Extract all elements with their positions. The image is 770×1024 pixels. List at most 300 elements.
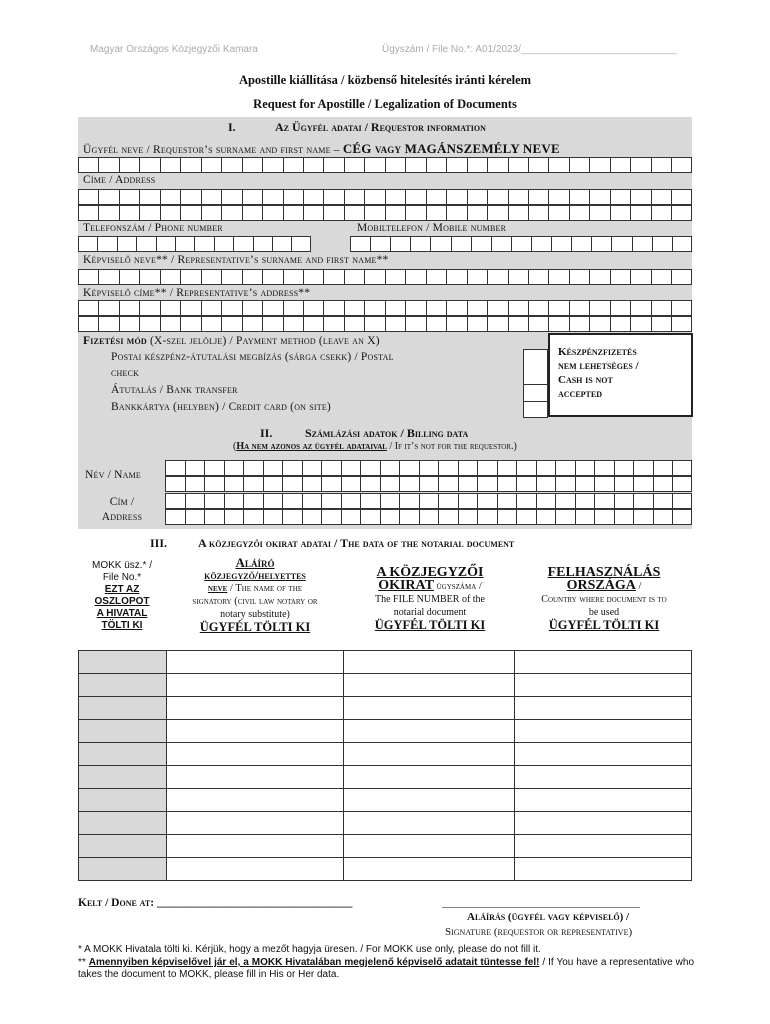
char-box[interactable] bbox=[528, 205, 548, 221]
char-box[interactable] bbox=[446, 157, 466, 173]
char-box[interactable] bbox=[419, 493, 439, 509]
char-box[interactable] bbox=[283, 189, 303, 205]
char-box[interactable] bbox=[426, 157, 446, 173]
char-box[interactable] bbox=[548, 269, 568, 285]
table-cell[interactable] bbox=[515, 858, 692, 881]
char-box[interactable] bbox=[589, 189, 609, 205]
char-box[interactable] bbox=[282, 509, 302, 525]
char-box[interactable] bbox=[303, 157, 323, 173]
char-box[interactable] bbox=[630, 157, 650, 173]
pay-checkbox-transfer[interactable] bbox=[523, 384, 548, 402]
char-box[interactable] bbox=[160, 316, 180, 332]
char-box[interactable] bbox=[262, 205, 282, 221]
char-box[interactable] bbox=[614, 460, 634, 476]
char-box[interactable] bbox=[201, 269, 221, 285]
char-box[interactable] bbox=[242, 189, 262, 205]
pay-checkbox-postal[interactable] bbox=[523, 349, 548, 385]
char-box[interactable] bbox=[119, 157, 139, 173]
mobile-grid[interactable] bbox=[350, 236, 692, 252]
char-box[interactable] bbox=[364, 157, 384, 173]
table-cell[interactable] bbox=[343, 789, 515, 812]
char-box[interactable] bbox=[438, 460, 458, 476]
char-box[interactable] bbox=[671, 157, 691, 173]
table-cell[interactable] bbox=[167, 674, 344, 697]
pay-checkbox-card[interactable] bbox=[523, 401, 548, 418]
char-box[interactable] bbox=[165, 460, 185, 476]
char-box[interactable] bbox=[630, 189, 650, 205]
char-box[interactable] bbox=[180, 205, 200, 221]
char-box[interactable] bbox=[672, 460, 692, 476]
char-box[interactable] bbox=[78, 300, 98, 316]
char-box[interactable] bbox=[380, 460, 400, 476]
table-cell[interactable] bbox=[515, 697, 692, 720]
char-box[interactable] bbox=[569, 189, 589, 205]
char-box[interactable] bbox=[458, 460, 478, 476]
char-box[interactable] bbox=[508, 316, 528, 332]
char-box[interactable] bbox=[204, 460, 224, 476]
rep-address-grid-row-2[interactable] bbox=[78, 316, 692, 332]
char-box[interactable] bbox=[185, 493, 205, 509]
char-box[interactable] bbox=[419, 460, 439, 476]
char-box[interactable] bbox=[446, 300, 466, 316]
char-box[interactable] bbox=[671, 189, 691, 205]
char-box[interactable] bbox=[569, 316, 589, 332]
char-box[interactable] bbox=[221, 205, 241, 221]
char-box[interactable] bbox=[221, 300, 241, 316]
char-box[interactable] bbox=[671, 316, 691, 332]
char-box[interactable] bbox=[78, 316, 98, 332]
table-cell[interactable] bbox=[343, 858, 515, 881]
char-box[interactable] bbox=[185, 509, 205, 525]
char-box[interactable] bbox=[594, 509, 614, 525]
char-box[interactable] bbox=[180, 157, 200, 173]
char-box[interactable] bbox=[242, 269, 262, 285]
char-box[interactable] bbox=[263, 476, 283, 492]
billing-address-grid-row-1[interactable] bbox=[165, 493, 692, 509]
char-box[interactable] bbox=[201, 316, 221, 332]
char-box[interactable] bbox=[243, 509, 263, 525]
char-box[interactable] bbox=[204, 476, 224, 492]
char-box[interactable] bbox=[477, 476, 497, 492]
char-box[interactable] bbox=[360, 509, 380, 525]
char-box[interactable] bbox=[242, 157, 262, 173]
char-box[interactable] bbox=[341, 460, 361, 476]
char-box[interactable] bbox=[551, 236, 571, 252]
char-box[interactable] bbox=[528, 316, 548, 332]
char-box[interactable] bbox=[458, 493, 478, 509]
char-box[interactable] bbox=[160, 157, 180, 173]
table-cell[interactable] bbox=[515, 651, 692, 674]
char-box[interactable] bbox=[303, 189, 323, 205]
table-cell[interactable] bbox=[167, 858, 344, 881]
char-box[interactable] bbox=[497, 476, 517, 492]
table-cell[interactable] bbox=[167, 835, 344, 858]
char-box[interactable] bbox=[160, 269, 180, 285]
char-box[interactable] bbox=[224, 460, 244, 476]
address-grid-row-1[interactable] bbox=[78, 189, 692, 205]
char-box[interactable] bbox=[98, 300, 118, 316]
char-box[interactable] bbox=[98, 157, 118, 173]
char-box[interactable] bbox=[672, 509, 692, 525]
char-box[interactable] bbox=[487, 269, 507, 285]
char-box[interactable] bbox=[282, 493, 302, 509]
char-box[interactable] bbox=[467, 205, 487, 221]
char-box[interactable] bbox=[360, 460, 380, 476]
char-box[interactable] bbox=[508, 269, 528, 285]
char-box[interactable] bbox=[487, 189, 507, 205]
table-cell[interactable] bbox=[343, 766, 515, 789]
char-box[interactable] bbox=[283, 300, 303, 316]
char-box[interactable] bbox=[221, 316, 241, 332]
char-box[interactable] bbox=[262, 300, 282, 316]
char-box[interactable] bbox=[633, 476, 653, 492]
table-cell[interactable] bbox=[343, 812, 515, 835]
char-box[interactable] bbox=[610, 157, 630, 173]
char-box[interactable] bbox=[283, 205, 303, 221]
char-box[interactable] bbox=[185, 476, 205, 492]
char-box[interactable] bbox=[548, 157, 568, 173]
char-box[interactable] bbox=[364, 316, 384, 332]
char-box[interactable] bbox=[594, 460, 614, 476]
table-cell[interactable] bbox=[167, 743, 344, 766]
char-box[interactable] bbox=[651, 189, 671, 205]
char-box[interactable] bbox=[569, 157, 589, 173]
char-box[interactable] bbox=[651, 300, 671, 316]
char-box[interactable] bbox=[98, 205, 118, 221]
char-box[interactable] bbox=[321, 476, 341, 492]
char-box[interactable] bbox=[528, 157, 548, 173]
char-box[interactable] bbox=[119, 316, 139, 332]
char-box[interactable] bbox=[555, 476, 575, 492]
char-box[interactable] bbox=[136, 236, 155, 252]
char-box[interactable] bbox=[323, 157, 343, 173]
char-box[interactable] bbox=[139, 189, 159, 205]
char-box[interactable] bbox=[194, 236, 213, 252]
char-box[interactable] bbox=[344, 300, 364, 316]
char-box[interactable] bbox=[321, 493, 341, 509]
char-box[interactable] bbox=[471, 236, 491, 252]
char-box[interactable] bbox=[653, 493, 673, 509]
char-box[interactable] bbox=[569, 269, 589, 285]
table-cell[interactable] bbox=[167, 812, 344, 835]
char-box[interactable] bbox=[671, 205, 691, 221]
char-box[interactable] bbox=[516, 460, 536, 476]
char-box[interactable] bbox=[536, 509, 556, 525]
char-box[interactable] bbox=[160, 189, 180, 205]
char-box[interactable] bbox=[119, 300, 139, 316]
char-box[interactable] bbox=[497, 493, 517, 509]
char-box[interactable] bbox=[185, 460, 205, 476]
char-box[interactable] bbox=[516, 476, 536, 492]
char-box[interactable] bbox=[243, 476, 263, 492]
char-box[interactable] bbox=[548, 205, 568, 221]
char-box[interactable] bbox=[370, 236, 390, 252]
char-box[interactable] bbox=[263, 509, 283, 525]
char-box[interactable] bbox=[536, 493, 556, 509]
char-box[interactable] bbox=[360, 493, 380, 509]
char-box[interactable] bbox=[430, 236, 450, 252]
done-at[interactable]: Kelt / Done at: __________________________________ bbox=[78, 897, 353, 909]
char-box[interactable] bbox=[385, 189, 405, 205]
char-box[interactable] bbox=[323, 205, 343, 221]
char-box[interactable] bbox=[302, 476, 322, 492]
char-box[interactable] bbox=[652, 236, 672, 252]
char-box[interactable] bbox=[117, 236, 136, 252]
char-box[interactable] bbox=[385, 157, 405, 173]
char-box[interactable] bbox=[165, 476, 185, 492]
char-box[interactable] bbox=[399, 509, 419, 525]
char-box[interactable] bbox=[548, 316, 568, 332]
char-box[interactable] bbox=[323, 189, 343, 205]
table-cell[interactable] bbox=[167, 720, 344, 743]
char-box[interactable] bbox=[165, 509, 185, 525]
char-box[interactable] bbox=[651, 316, 671, 332]
char-box[interactable] bbox=[323, 300, 343, 316]
char-box[interactable] bbox=[487, 300, 507, 316]
char-box[interactable] bbox=[303, 269, 323, 285]
char-box[interactable] bbox=[180, 269, 200, 285]
char-box[interactable] bbox=[139, 205, 159, 221]
char-box[interactable] bbox=[610, 205, 630, 221]
char-box[interactable] bbox=[438, 476, 458, 492]
char-box[interactable] bbox=[221, 189, 241, 205]
char-box[interactable] bbox=[511, 236, 531, 252]
char-box[interactable] bbox=[139, 300, 159, 316]
char-box[interactable] bbox=[253, 236, 272, 252]
table-cell[interactable] bbox=[515, 674, 692, 697]
char-box[interactable] bbox=[575, 509, 595, 525]
char-box[interactable] bbox=[405, 205, 425, 221]
char-box[interactable] bbox=[575, 493, 595, 509]
table-cell[interactable] bbox=[343, 743, 515, 766]
billing-address-grid-row-2[interactable] bbox=[165, 509, 692, 525]
table-cell[interactable] bbox=[515, 743, 692, 766]
char-box[interactable] bbox=[508, 300, 528, 316]
char-box[interactable] bbox=[516, 493, 536, 509]
char-box[interactable] bbox=[201, 205, 221, 221]
char-box[interactable] bbox=[405, 300, 425, 316]
char-box[interactable] bbox=[630, 300, 650, 316]
char-box[interactable] bbox=[98, 269, 118, 285]
char-box[interactable] bbox=[119, 205, 139, 221]
char-box[interactable] bbox=[569, 300, 589, 316]
char-box[interactable] bbox=[508, 189, 528, 205]
char-box[interactable] bbox=[119, 269, 139, 285]
char-box[interactable] bbox=[242, 300, 262, 316]
char-box[interactable] bbox=[385, 300, 405, 316]
char-box[interactable] bbox=[119, 189, 139, 205]
char-box[interactable] bbox=[410, 236, 430, 252]
char-box[interactable] bbox=[78, 157, 98, 173]
char-box[interactable] bbox=[569, 205, 589, 221]
char-box[interactable] bbox=[344, 157, 364, 173]
char-box[interactable] bbox=[632, 236, 652, 252]
char-box[interactable] bbox=[344, 189, 364, 205]
char-box[interactable] bbox=[594, 476, 614, 492]
table-cell[interactable] bbox=[167, 651, 344, 674]
char-box[interactable] bbox=[380, 493, 400, 509]
char-box[interactable] bbox=[321, 509, 341, 525]
char-box[interactable] bbox=[589, 316, 609, 332]
char-box[interactable] bbox=[528, 300, 548, 316]
char-box[interactable] bbox=[451, 236, 471, 252]
char-box[interactable] bbox=[487, 316, 507, 332]
char-box[interactable] bbox=[243, 460, 263, 476]
char-box[interactable] bbox=[426, 300, 446, 316]
char-box[interactable] bbox=[180, 189, 200, 205]
char-box[interactable] bbox=[419, 509, 439, 525]
char-box[interactable] bbox=[672, 236, 692, 252]
char-box[interactable] bbox=[594, 493, 614, 509]
char-box[interactable] bbox=[399, 460, 419, 476]
char-box[interactable] bbox=[528, 269, 548, 285]
char-box[interactable] bbox=[467, 300, 487, 316]
char-box[interactable] bbox=[263, 460, 283, 476]
char-box[interactable] bbox=[201, 189, 221, 205]
char-box[interactable] bbox=[98, 189, 118, 205]
char-box[interactable] bbox=[180, 316, 200, 332]
char-box[interactable] bbox=[571, 236, 591, 252]
table-cell[interactable] bbox=[167, 697, 344, 720]
table-cell[interactable] bbox=[343, 835, 515, 858]
char-box[interactable] bbox=[364, 300, 384, 316]
char-box[interactable] bbox=[139, 316, 159, 332]
char-box[interactable] bbox=[555, 460, 575, 476]
char-box[interactable] bbox=[385, 316, 405, 332]
char-box[interactable] bbox=[438, 509, 458, 525]
char-box[interactable] bbox=[487, 157, 507, 173]
char-box[interactable] bbox=[283, 269, 303, 285]
table-cell[interactable] bbox=[343, 697, 515, 720]
char-box[interactable] bbox=[671, 300, 691, 316]
address-grid-row-2[interactable] bbox=[78, 205, 692, 221]
char-box[interactable] bbox=[651, 157, 671, 173]
char-box[interactable] bbox=[589, 269, 609, 285]
char-box[interactable] bbox=[385, 269, 405, 285]
char-box[interactable] bbox=[548, 300, 568, 316]
char-box[interactable] bbox=[262, 316, 282, 332]
char-box[interactable] bbox=[341, 509, 361, 525]
char-box[interactable] bbox=[78, 189, 98, 205]
char-box[interactable] bbox=[97, 236, 116, 252]
char-box[interactable] bbox=[405, 157, 425, 173]
char-box[interactable] bbox=[426, 205, 446, 221]
char-box[interactable] bbox=[283, 157, 303, 173]
char-box[interactable] bbox=[446, 269, 466, 285]
rep-address-grid-row-1[interactable] bbox=[78, 300, 692, 316]
char-box[interactable] bbox=[399, 493, 419, 509]
char-box[interactable] bbox=[614, 476, 634, 492]
char-box[interactable] bbox=[214, 236, 233, 252]
table-cell[interactable] bbox=[515, 835, 692, 858]
char-box[interactable] bbox=[536, 460, 556, 476]
char-box[interactable] bbox=[528, 189, 548, 205]
char-box[interactable] bbox=[341, 476, 361, 492]
char-box[interactable] bbox=[291, 236, 310, 252]
char-box[interactable] bbox=[385, 205, 405, 221]
char-box[interactable] bbox=[516, 509, 536, 525]
char-box[interactable] bbox=[589, 300, 609, 316]
char-box[interactable] bbox=[405, 189, 425, 205]
char-box[interactable] bbox=[344, 316, 364, 332]
char-box[interactable] bbox=[282, 460, 302, 476]
char-box[interactable] bbox=[555, 493, 575, 509]
char-box[interactable] bbox=[303, 300, 323, 316]
char-box[interactable] bbox=[426, 189, 446, 205]
char-box[interactable] bbox=[610, 316, 630, 332]
char-box[interactable] bbox=[610, 189, 630, 205]
char-box[interactable] bbox=[467, 316, 487, 332]
char-box[interactable] bbox=[575, 460, 595, 476]
billing-name-grid-row-1[interactable] bbox=[165, 460, 692, 476]
char-box[interactable] bbox=[364, 189, 384, 205]
char-box[interactable] bbox=[458, 509, 478, 525]
char-box[interactable] bbox=[156, 236, 175, 252]
char-box[interactable] bbox=[477, 509, 497, 525]
char-box[interactable] bbox=[653, 460, 673, 476]
char-box[interactable] bbox=[438, 493, 458, 509]
char-box[interactable] bbox=[302, 493, 322, 509]
char-box[interactable] bbox=[160, 205, 180, 221]
char-box[interactable] bbox=[350, 236, 370, 252]
char-box[interactable] bbox=[180, 300, 200, 316]
char-box[interactable] bbox=[458, 476, 478, 492]
char-box[interactable] bbox=[321, 460, 341, 476]
char-box[interactable] bbox=[323, 269, 343, 285]
char-box[interactable] bbox=[508, 205, 528, 221]
char-box[interactable] bbox=[201, 300, 221, 316]
char-box[interactable] bbox=[139, 269, 159, 285]
char-box[interactable] bbox=[651, 269, 671, 285]
char-box[interactable] bbox=[651, 205, 671, 221]
char-box[interactable] bbox=[262, 189, 282, 205]
char-box[interactable] bbox=[630, 205, 650, 221]
char-box[interactable] bbox=[611, 236, 631, 252]
char-box[interactable] bbox=[175, 236, 194, 252]
char-box[interactable] bbox=[224, 476, 244, 492]
phone-grid[interactable] bbox=[78, 236, 311, 252]
char-box[interactable] bbox=[497, 460, 517, 476]
char-box[interactable] bbox=[653, 476, 673, 492]
char-box[interactable] bbox=[272, 236, 291, 252]
char-box[interactable] bbox=[78, 205, 98, 221]
table-cell[interactable] bbox=[343, 651, 515, 674]
char-box[interactable] bbox=[531, 236, 551, 252]
char-box[interactable] bbox=[344, 205, 364, 221]
char-box[interactable] bbox=[419, 476, 439, 492]
char-box[interactable] bbox=[614, 493, 634, 509]
char-box[interactable] bbox=[633, 509, 653, 525]
table-cell[interactable] bbox=[167, 789, 344, 812]
char-box[interactable] bbox=[364, 205, 384, 221]
char-box[interactable] bbox=[446, 205, 466, 221]
char-box[interactable] bbox=[589, 205, 609, 221]
char-box[interactable] bbox=[204, 493, 224, 509]
char-box[interactable] bbox=[491, 236, 511, 252]
char-box[interactable] bbox=[263, 493, 283, 509]
char-box[interactable] bbox=[242, 316, 262, 332]
char-box[interactable] bbox=[477, 493, 497, 509]
signature-line[interactable]: ____________________________________ bbox=[442, 897, 640, 909]
char-box[interactable] bbox=[591, 236, 611, 252]
char-box[interactable] bbox=[160, 300, 180, 316]
char-box[interactable] bbox=[302, 460, 322, 476]
char-box[interactable] bbox=[508, 157, 528, 173]
table-cell[interactable] bbox=[515, 766, 692, 789]
char-box[interactable] bbox=[243, 493, 263, 509]
char-box[interactable] bbox=[405, 269, 425, 285]
char-box[interactable] bbox=[78, 236, 97, 252]
